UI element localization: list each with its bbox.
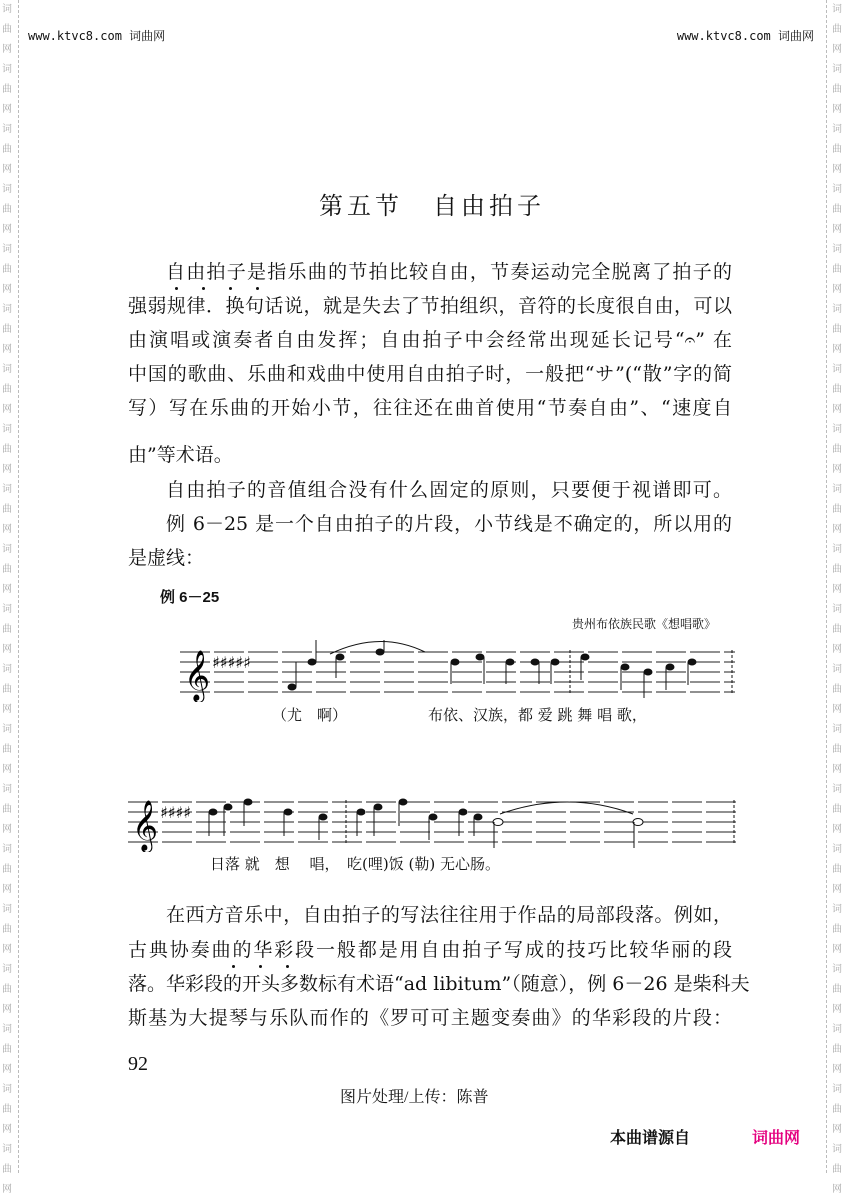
paragraph4-line: 斯基为大提琴与乐队而作的《罗可可主题变奏曲》的华彩段的片段： (128, 1007, 732, 1029)
lyrics-line-1a: （尤 啊） (272, 706, 348, 724)
lyrics-line-1b: 布依、汉族，都 爱 跳 舞 唱 歌， (428, 706, 647, 724)
treble-clef-icon: 𝄞 (184, 650, 211, 701)
page-number: 92 (128, 1053, 148, 1075)
section-title (0, 186, 844, 221)
upload-credit: 图片处理/上传：陈普 (340, 1089, 489, 1106)
treble-clef-icon: 𝄞 (132, 800, 159, 851)
paragraph1-line: 由演唱或演奏者自由发挥；自由拍子中会经常出现延长记号“𝄐” 在 (128, 329, 732, 351)
right-watermark-strip (830, 0, 844, 1195)
key-signature: ♯♯♯♯♯ (212, 653, 251, 672)
side-watermark-text: 词 曲 网 词 曲 网 词 曲 网 词 曲 网 词 曲 网 词 曲 网 词 曲 网 词 曲 网 词 曲 网 词 曲 网 词 曲 网 词 曲 网 词 曲 网 词 曲 网 词 曲 网 词 曲 网 词 曲 网 词 曲 网 词 曲 网 词 曲 网 (2, 4, 12, 1195)
paragraph3-line: 是虚线： (128, 547, 205, 569)
paragraph1-line: 写）写在乐曲的开始小节，往往还在曲首使用“节奏自由”、“速度自 (128, 397, 732, 419)
side-watermark-text: 词 曲 网 词 曲 网 词 曲 网 词 曲 网 词 曲 网 词 曲 网 词 曲 网 词 曲 网 词 曲 网 词 曲 网 词 曲 网 词 曲 网 词 曲 网 词 曲 网 词 曲 网 词 曲 网 词 曲 网 词 曲 网 词 曲 网 词 曲 网 (832, 4, 842, 1195)
key-signature: ♯♯♯♯ (160, 803, 191, 822)
paragraph2-line: 自由拍子的音值组合没有什么固定的原则，只要便于视谱即可。 (166, 479, 732, 501)
footer-brand-link[interactable]: 词曲网 (752, 1128, 801, 1147)
notes (209, 799, 643, 848)
emphasis-dots (175, 287, 283, 291)
paragraph1-line: 强弱规律．换句话说，就是失去了节拍组织，音符的长度很自由，可以 (128, 295, 732, 317)
emphasis-dots (232, 965, 313, 969)
music-staff-1 (180, 640, 740, 702)
music-staff-2 (128, 790, 740, 852)
paragraph4-line: 古典协奏曲的华彩段一般都是用自由拍子写成的技巧比较华丽的段 (128, 939, 732, 961)
example-label: 例 6－25 (160, 589, 220, 606)
paragraph1-line: 由”等术语。 (128, 444, 233, 466)
paragraph1-line: 中国的歌曲、乐曲和戏曲中使用自由拍子时，一般把“サ”(“散”字的简 (128, 363, 732, 385)
section-name: 自由拍子 (433, 192, 545, 220)
site-url-left: www.ktvc8.com 词曲网 (28, 29, 166, 43)
section-number: 第五节 (319, 192, 403, 220)
lyrics-line-2: 日落 就 想 唱， 吃(哩)饭 (勒) 无心肠。 (210, 855, 500, 873)
notes (288, 640, 696, 698)
paragraph4-line: 在西方音乐中，自由拍子的写法往往用于作品的局部段落。例如， (166, 904, 732, 926)
site-url-right: www.ktvc8.com 词曲网 (676, 29, 814, 43)
left-watermark-strip (0, 0, 14, 1195)
paragraph1-line: 自由拍子是指乐曲的节拍比较自由，节奏运动完全脱离了拍子的 (166, 261, 732, 283)
paragraph4-line: 落。华彩段的开头多数标有术语“ad libitum”（随意），例 6－26 是柴科夫 (128, 973, 750, 995)
footer-source-label: 本曲谱源自 (610, 1128, 691, 1147)
paragraph3-line: 例 6－25 是一个自由拍子的片段，小节线是不确定的，所以用的 (166, 513, 732, 535)
example-source: 贵州布依族民歌《想唱歌》 (571, 617, 716, 631)
